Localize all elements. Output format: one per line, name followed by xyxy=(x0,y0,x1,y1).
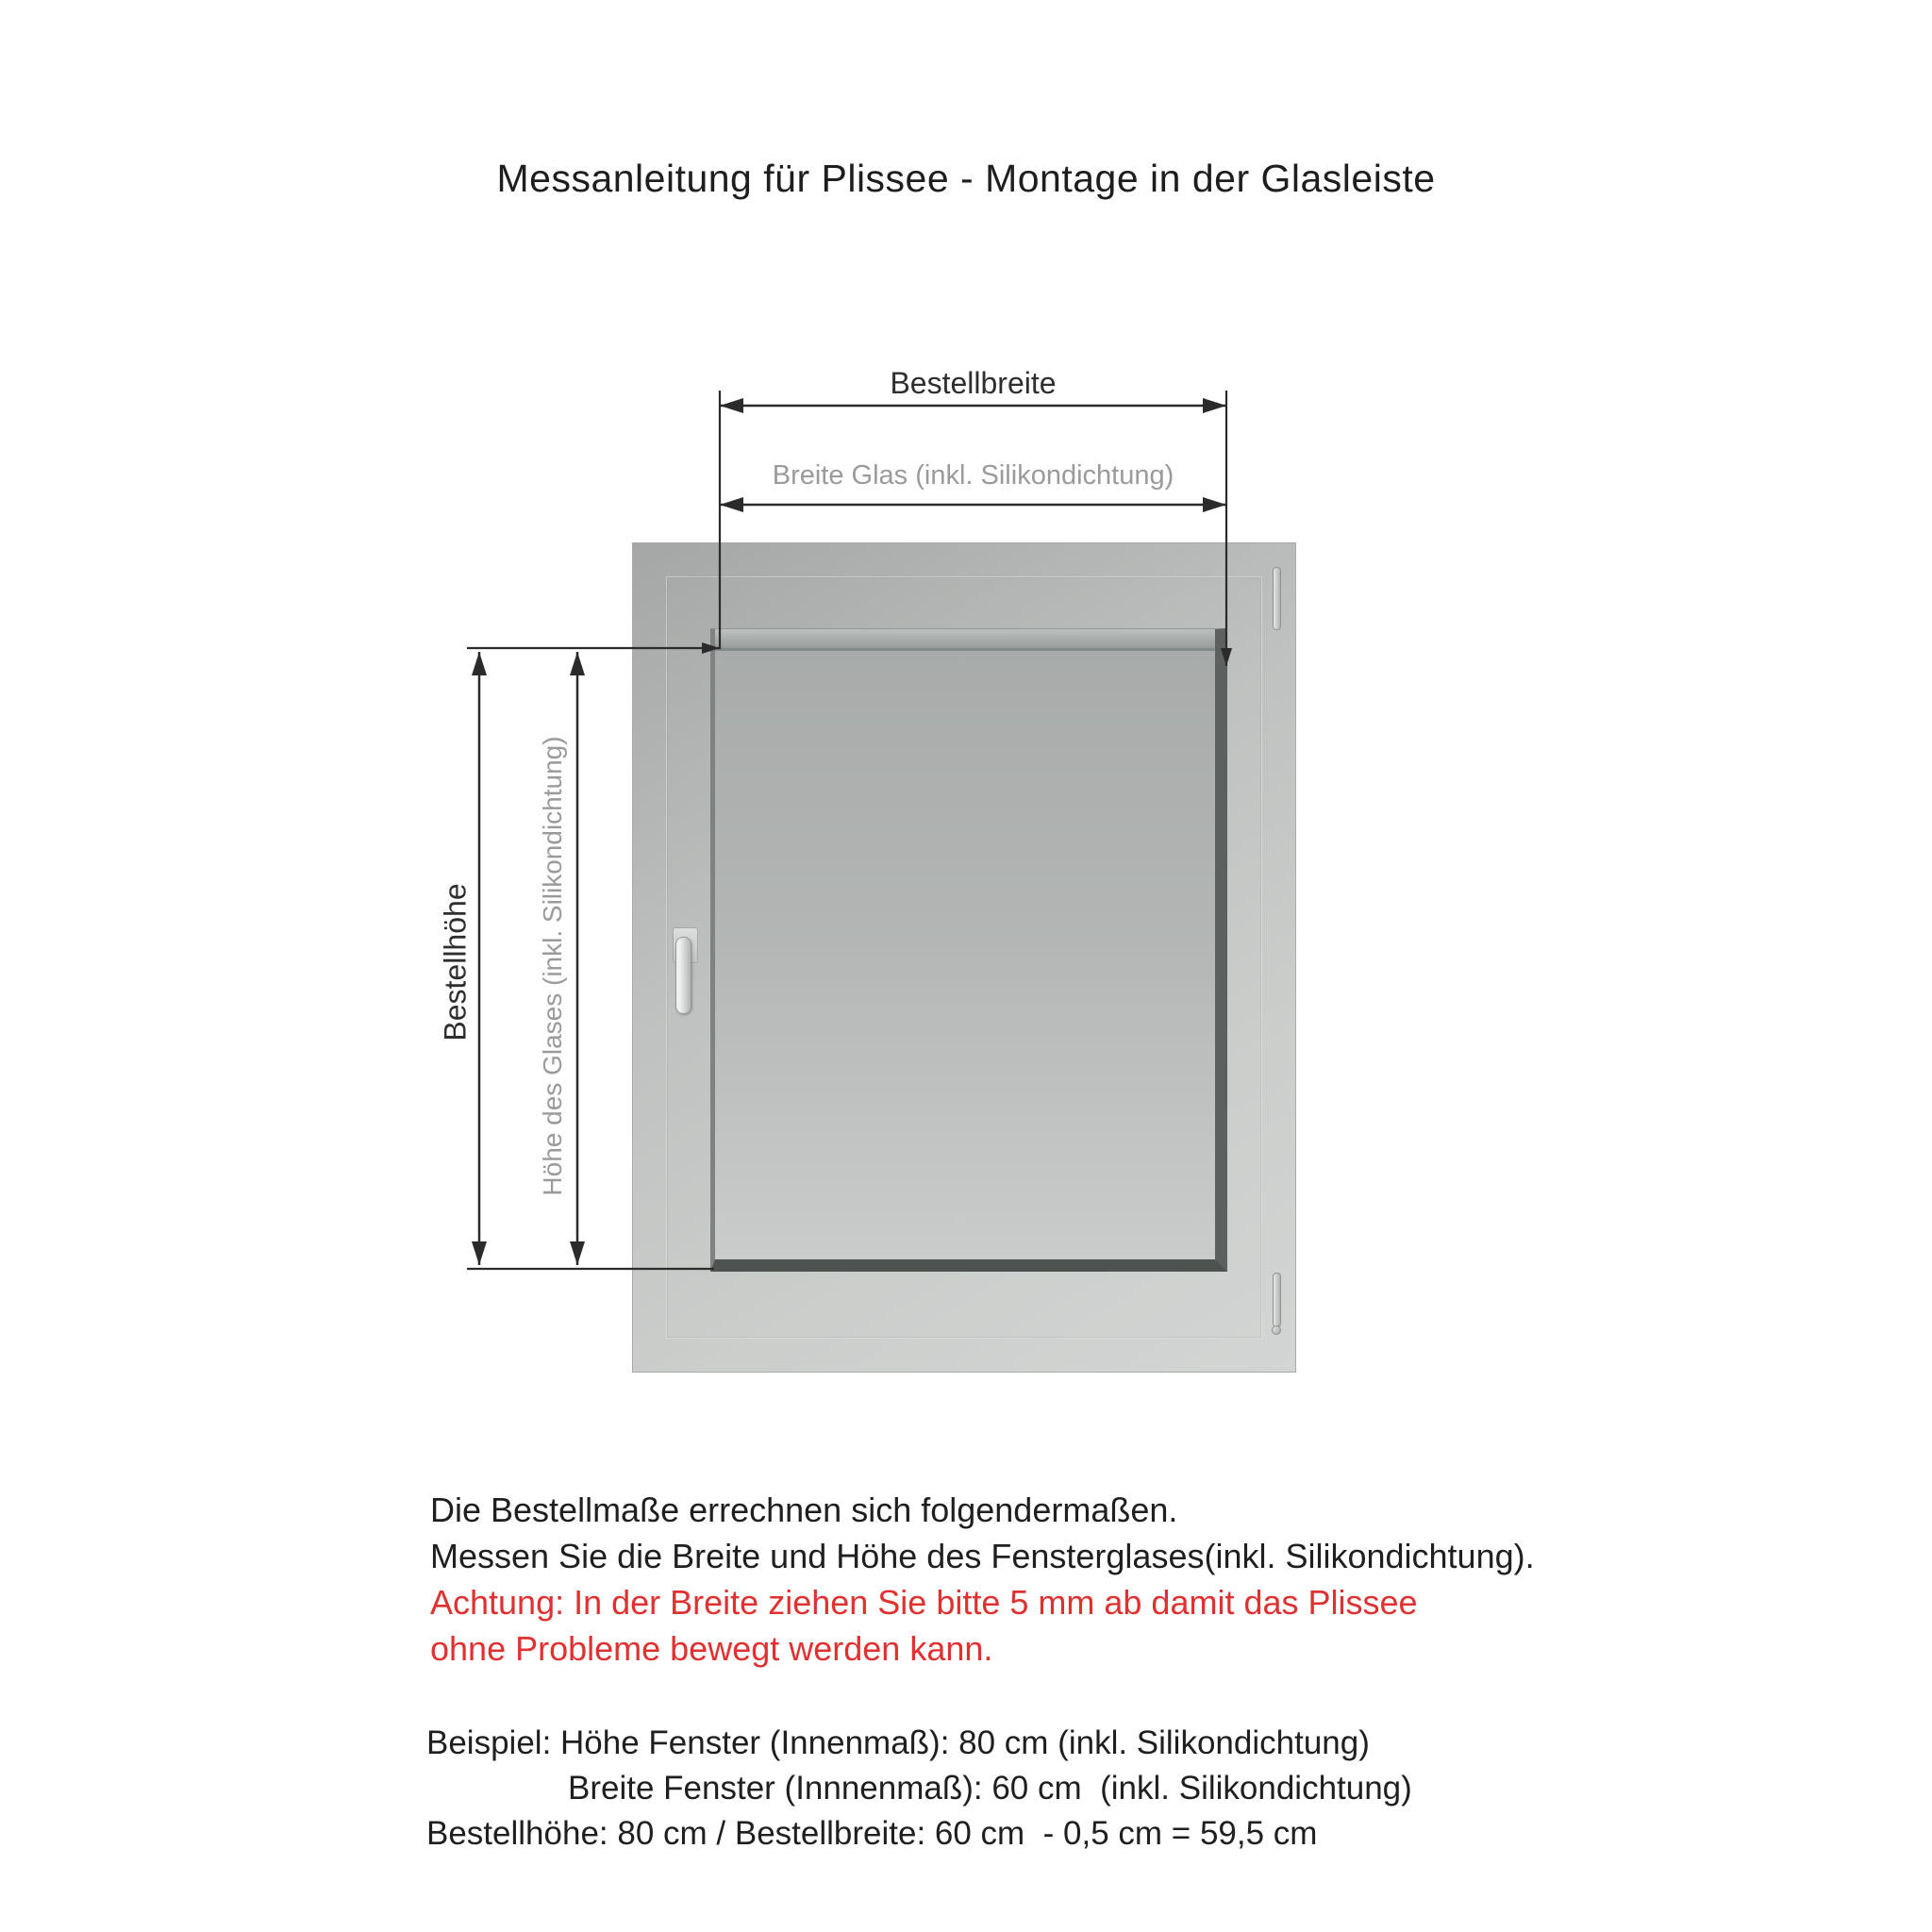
instruction-line-2: Messen Sie die Breite und Höhe des Fensterglases(inkl. Silikondichtung). xyxy=(430,1537,1535,1575)
hinge-bottom-knob xyxy=(1272,1325,1281,1335)
example-text xyxy=(426,1721,1412,1857)
warning-line-1: Achtung: In der Breite ziehen Sie bitte 5 mm ab damit das Plissee xyxy=(430,1583,1418,1622)
window-glass xyxy=(710,628,1227,1272)
label-order-width: Bestellbreite xyxy=(890,366,1057,400)
example-line-3: Bestellhöhe: 80 cm / Bestellbreite: 60 cm - 0,5 cm = 59,5 cm xyxy=(426,1815,1318,1852)
warning-line-2: ohne Probleme bewegt werden kann. xyxy=(430,1629,993,1668)
page-title: Messanleitung für Plissee - Montage in der Glasleiste xyxy=(496,157,1436,200)
example-line-1: Beispiel: Höhe Fenster (Innenmaß): 80 cm (inkl. Silikondichtung) xyxy=(426,1724,1370,1761)
label-order-height: Bestellhöhe xyxy=(438,883,473,1041)
window-handle xyxy=(675,937,691,1014)
example-line-2: Breite Fenster (Innnenmaß): 60 cm (inkl. Silikondichtung) xyxy=(568,1770,1412,1807)
label-glass-height: Höhe des Glases (inkl. Silikondichtung) xyxy=(538,736,567,1196)
glass-pane xyxy=(715,651,1215,1259)
hinge-top xyxy=(1273,567,1281,630)
instruction-line-1: Die Bestellmaße errechnen sich folgendermaßen. xyxy=(430,1491,1178,1529)
hinge-bottom xyxy=(1273,1273,1281,1327)
instruction-text xyxy=(430,1487,1535,1672)
glazing-bead xyxy=(715,629,1215,651)
label-glass-width: Breite Glas (inkl. Silikondichtung) xyxy=(772,460,1174,491)
